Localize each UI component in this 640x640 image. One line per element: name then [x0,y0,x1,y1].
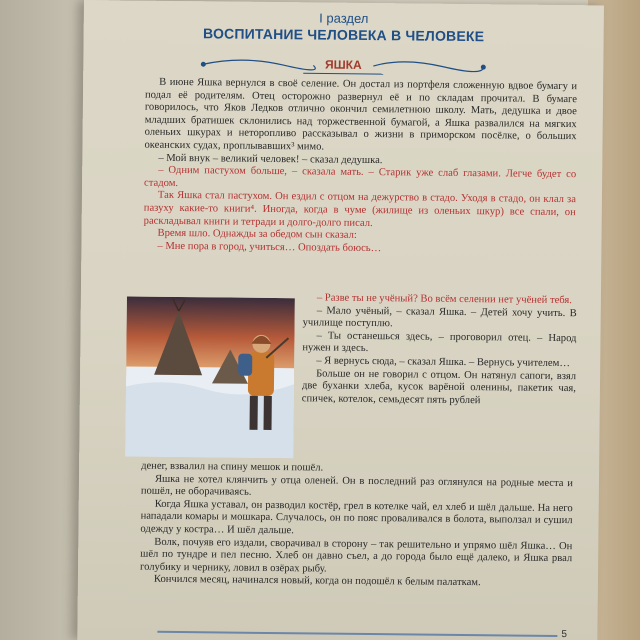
section-label: I раздел [319,10,369,26]
paragraph: денег, взвалил на спину мешок и пошёл. [141,460,324,474]
paragraph: Так Яшка стал пастухом. Он ездил с отцом на дежурство в стадо. Уходя в стадо, он клал за пазуху какие-то книги⁴. Иногда, когда в чуме (жилище из оленьих шкур) все спали, он раскладывал книги и тетради и долго-долго писал. [143,190,576,229]
book-page [77,0,604,640]
top-text [143,77,577,258]
paragraph: – Мне пора в город, учиться… Опоздать боюсь… [157,240,382,254]
paragraph: Время шло. Однажды за обедом сын сказал: [157,227,357,241]
page-number: 5 [561,629,568,640]
lower-text [140,461,573,591]
paragraph: Больше он не говорил с отцом. Он натянул сапоги, взял две буханки хлеба, кусок варёной оленины, пакетик чая, спичек, котелок, семьдесят пять рублей [301,368,577,406]
paragraph: Волк, почуяв его издали, сворачивал в сторону – так решительно и упрямо шёл Яшка… Он шёл по тундре и пел песню. Хлеб он давно съел, а до города было ещё далеко, и Яшка рвал голубику и чернику, ловил в озёрах рыбу. [140,536,573,575]
paragraph: – Одним пастухом больше, – сказала мать. – Старик уже слаб глазами. Легче будет со стадом. [144,164,577,189]
paragraph: – Разве ты не учёный? Во всём селении нет учёней тебя. [316,292,573,307]
tundra-illustration [125,296,295,458]
paragraph: Яшка не хотел клянчить у отца оленей. Он в последний раз оглянулся на родные места и пошёл, не оборачиваясь. [140,473,574,498]
paragraph: – Ты останешься здесь, – проговорил отец. – Народ нужен и здесь. [302,330,577,355]
footer-rule [157,631,557,637]
chapter-title: ВОСПИТАНИЕ ЧЕЛОВЕКА В ЧЕЛОВЕКЕ [202,25,485,45]
paragraph: – Мало учёный, – сказал Яшка. – Детей хочу учить. В училище поступлю. [302,305,577,330]
paragraph: В июне Яшка вернулся в своё селение. Он достал из портфеля сложенную вдвое бумагу и подал её родителям. Отец осторожно развернул её и по складам прочитал. В бумаге говорилось, что Яков Ледков отлично окончил семилетнюю школу. Мать, дедушка и двое младших братишек склонились над торжественной бумагой, а Яшка развалился на мягких оленьих шкурах и неторопливо рассказывал о жизни в приморском посёлке, о больших океанских судах, проплывавших³ мимо. [144,76,578,153]
paragraph: Когда Яшка уставал, он разводил костёр, грел в котелке чай, ел хлеб и шёл дальше. На него нападали комары и мошкара. Случалось, он по пояс проваливался в болота, выползал и сушил одежду у костра… И шёл дальше. [140,498,573,537]
paragraph: – Мой внук – великий человек! – сказал дедушка. [158,152,383,166]
story-title: ЯШКА [324,57,362,72]
paragraph: – Я вернусь сюда, – сказал Яшка. – Вернусь учителем… [316,355,571,370]
paragraph: Кончился месяц, начинался новый, когда он подошёл к белым палаткам. [153,574,481,589]
wrapped-text [302,292,577,408]
